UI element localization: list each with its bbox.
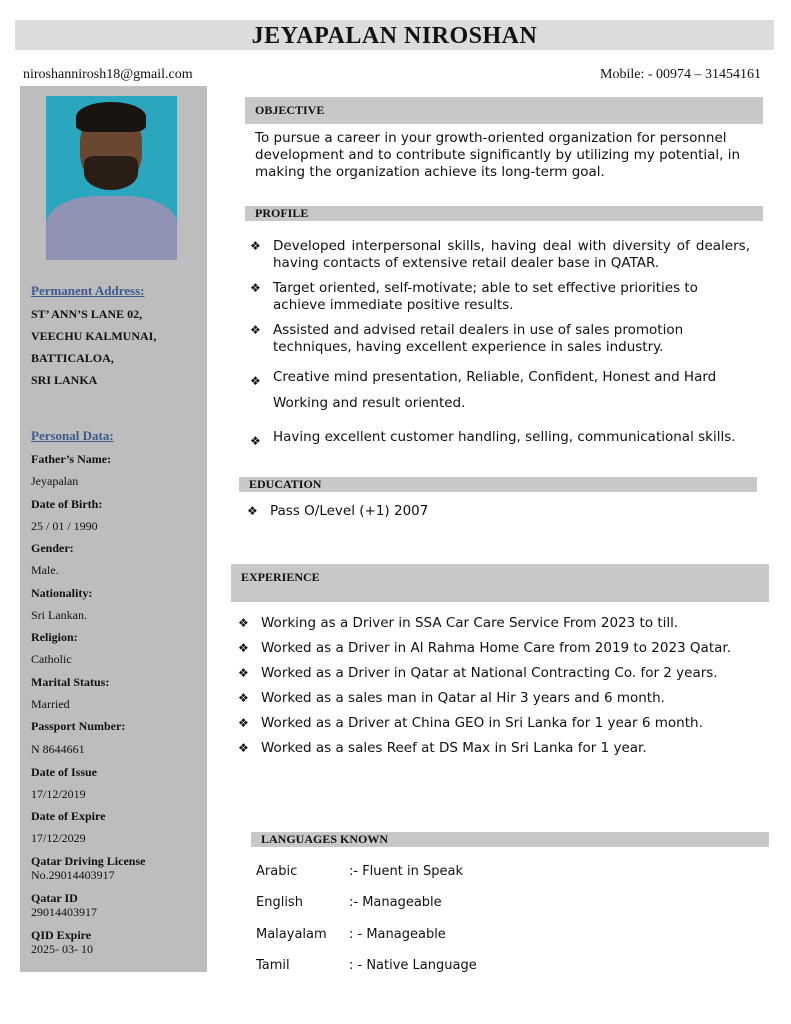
language-name: Arabic bbox=[256, 864, 298, 879]
pd-value-qid-expire: 2025- 03- 10 bbox=[31, 942, 93, 956]
pd-value-gender: Male. bbox=[31, 563, 59, 577]
pd-label-qid-expire: QID Expire bbox=[31, 928, 92, 942]
profile-item bbox=[250, 424, 750, 450]
profile-item-text: Assisted and advised retail dealers in use of sales promotion techniques, having excellent experience in sales industry. bbox=[273, 322, 684, 355]
pd-value-father: Jeyapalan bbox=[31, 474, 79, 488]
language-row bbox=[256, 927, 446, 942]
bullet-icon: ❖ bbox=[250, 239, 261, 253]
resume-name-title: JEYAPALAN NIROSHAN bbox=[15, 20, 774, 50]
permanent-address bbox=[31, 303, 156, 391]
email-address: niroshannirosh18@gmail.com bbox=[23, 67, 193, 82]
pd-value-passport: N 8644661 bbox=[31, 742, 85, 756]
experience-item-text: Worked as a Driver at China GEO in Sri Lanka for 1 year 6 month. bbox=[261, 715, 703, 731]
pd-label-dob: Date of Birth: bbox=[31, 497, 103, 511]
profile-item bbox=[250, 280, 750, 314]
pd-label-marital: Marital Status: bbox=[31, 675, 110, 689]
experience-item bbox=[238, 715, 763, 732]
language-name: Malayalam bbox=[256, 927, 327, 942]
language-row bbox=[256, 895, 442, 910]
bullet-icon: ❖ bbox=[238, 691, 249, 705]
address-line: ST’ ANN’S LANE 02, bbox=[31, 307, 143, 321]
pd-value-driving-license: No.29014403917 bbox=[31, 868, 115, 882]
bullet-icon: ❖ bbox=[238, 616, 249, 630]
bullet-icon: ❖ bbox=[250, 281, 261, 295]
pd-label-nationality: Nationality: bbox=[31, 586, 93, 600]
language-row bbox=[256, 958, 477, 973]
pd-label-issue-date: Date of Issue bbox=[31, 765, 97, 779]
language-row bbox=[256, 864, 463, 879]
experience-item-text: Worked as a sales man in Qatar al Hir 3 years and 6 month. bbox=[261, 690, 665, 706]
pd-label-driving-license: Qatar Driving License bbox=[31, 854, 146, 868]
experience-item bbox=[238, 615, 763, 632]
profile-heading: PROFILE bbox=[245, 206, 763, 221]
pd-label-father: Father’s Name: bbox=[31, 452, 112, 466]
bullet-icon: ❖ bbox=[238, 666, 249, 680]
languages-heading: LANGUAGES KNOWN bbox=[251, 832, 769, 847]
profile-item-text: Target oriented, self-motivate; able to set effective priorities to achieve immediate positive results. bbox=[273, 280, 698, 313]
bullet-icon: ❖ bbox=[250, 434, 261, 448]
pd-label-passport: Passport Number: bbox=[31, 719, 126, 733]
profile-item bbox=[250, 364, 750, 416]
experience-list bbox=[238, 615, 763, 757]
pd-label-gender: Gender: bbox=[31, 541, 74, 555]
bullet-icon: ❖ bbox=[238, 741, 249, 755]
objective-heading: OBJECTIVE bbox=[245, 97, 763, 124]
profile-photo bbox=[46, 96, 177, 260]
address-line: BATTICALOA, bbox=[31, 351, 114, 365]
pd-value-expire-date: 17/12/2029 bbox=[31, 831, 86, 845]
pd-value-issue-date: 17/12/2019 bbox=[31, 787, 86, 801]
address-line: SRI LANKA bbox=[31, 373, 98, 387]
education-item-text: Pass O/Level (+1) 2007 bbox=[270, 503, 429, 519]
experience-item-text: Worked as a Driver in Qatar at National Contracting Co. for 2 years. bbox=[261, 665, 718, 681]
bullet-icon: ❖ bbox=[238, 641, 249, 655]
personal-data-title: Personal Data: bbox=[31, 428, 114, 443]
pd-value-religion: Catholic bbox=[31, 652, 72, 666]
experience-item bbox=[238, 690, 763, 707]
pd-label-religion: Religion: bbox=[31, 630, 78, 644]
pd-label-qatar-id: Qatar ID bbox=[31, 891, 78, 905]
pd-label-expire-date: Date of Expire bbox=[31, 809, 106, 823]
bullet-icon: ❖ bbox=[247, 504, 258, 518]
experience-item-text: Working as a Driver in SSA Car Care Service From 2023 to till. bbox=[261, 615, 679, 631]
language-name: Tamil bbox=[256, 958, 290, 973]
profile-item-text: Developed interpersonal skills, having deal with diversity of dealers, having contacts of extensive retail dealer base in QATAR. bbox=[273, 238, 750, 271]
experience-item bbox=[238, 665, 763, 682]
pd-value-qatar-id: 29014403917 bbox=[31, 905, 97, 919]
objective-text: To pursue a career in your growth-oriented organization for personnel development and to contribute significantly by utilizing my potential, in making the organization achieve its long-term goal. bbox=[255, 130, 741, 180]
bullet-icon: ❖ bbox=[238, 716, 249, 730]
profile-item-text: Having excellent customer handling, selling, communicational skills. bbox=[273, 429, 736, 445]
language-level: : - Manageable bbox=[349, 927, 446, 942]
profile-item bbox=[250, 238, 750, 272]
mobile-number: Mobile: - 00974 – 31454161 bbox=[600, 67, 761, 82]
address-line: VEECHU KALMUNAI, bbox=[31, 329, 157, 343]
language-level: : - Native Language bbox=[349, 958, 477, 973]
pd-value-dob: 25 / 01 / 1990 bbox=[31, 519, 98, 533]
language-level: :- Fluent in Speak bbox=[349, 864, 463, 879]
profile-item-text: Creative mind presentation, Reliable, Confident, Honest and Hard Working and result oriented. bbox=[273, 369, 717, 411]
profile-item bbox=[250, 322, 750, 356]
experience-item bbox=[238, 640, 763, 657]
education-item bbox=[247, 503, 747, 520]
profile-list bbox=[250, 238, 750, 450]
education-heading: EDUCATION bbox=[239, 477, 757, 492]
permanent-address-title: Permanent Address: bbox=[31, 283, 145, 298]
bullet-icon: ❖ bbox=[250, 374, 261, 388]
pd-value-nationality: Sri Lankan. bbox=[31, 608, 87, 622]
education-list bbox=[247, 503, 747, 520]
experience-item-text: Worked as a sales Reef at DS Max in Sri Lanka for 1 year. bbox=[261, 740, 647, 756]
pd-value-marital: Married bbox=[31, 697, 70, 711]
bullet-icon: ❖ bbox=[250, 323, 261, 337]
experience-item-text: Worked as a Driver in Al Rahma Home Care from 2019 to 2023 Qatar. bbox=[261, 640, 731, 656]
language-level: :- Manageable bbox=[349, 895, 442, 910]
experience-item bbox=[238, 740, 763, 757]
language-name: English bbox=[256, 895, 303, 910]
experience-heading: EXPERIENCE bbox=[231, 564, 769, 602]
